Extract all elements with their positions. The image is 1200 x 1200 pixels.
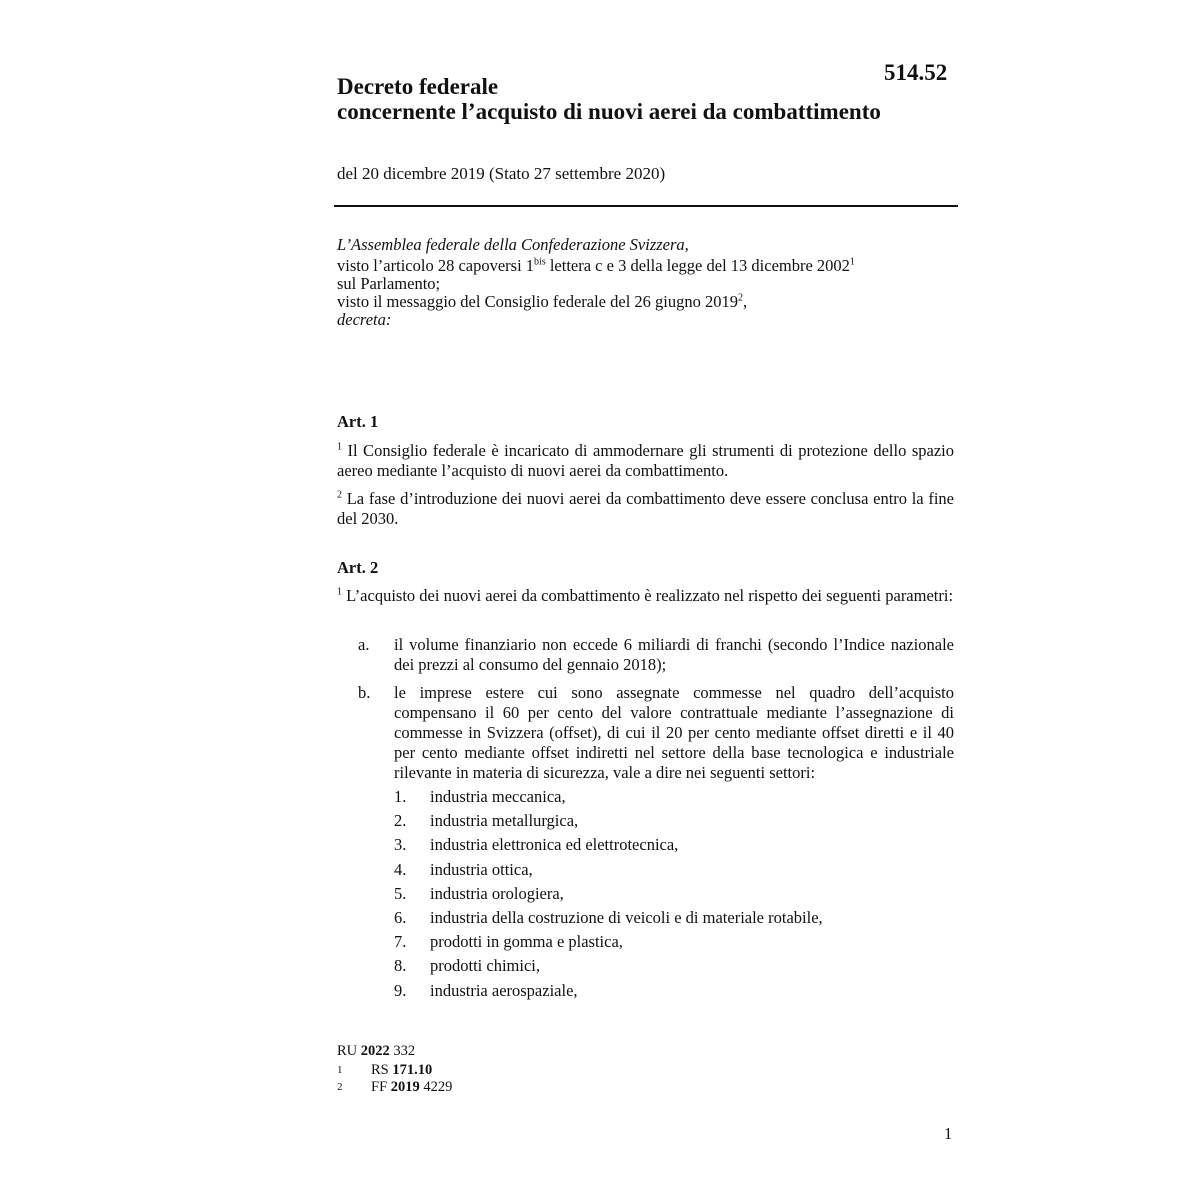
list-item-b: le imprese estere cui sono assegnate commesse nel quadro dell’acquisto compensano il 60 per cento del valore contrattuale mediante l’assegnazione di commesse in Svizzera (offset), di cui il 20 per cento mediante offset diretti e il 40 per cento mediante offset indiretti nel settore della base tecnologica e industriale rilevante in materia di sicurezza, vale a dire nei seguenti settori: — [394, 683, 954, 782]
paragraph-number: 1 — [337, 441, 342, 453]
art-2-title: Art. 2 — [337, 558, 379, 577]
sector-number: 9. — [394, 980, 407, 1000]
sector-text: industria ottica, — [430, 859, 533, 879]
title-line-2: concernente l’acquisto di nuovi aerei da combattimento — [337, 99, 881, 124]
footnote-1 — [337, 1062, 432, 1078]
sector-number: 3. — [394, 835, 407, 855]
sector-text: industria elettronica ed elettrotecnica, — [430, 835, 679, 855]
visto1-text-a: visto l’articolo 28 capoversi 1 — [337, 256, 535, 275]
visto-line-2 — [337, 293, 957, 311]
sr-number: 514.52 — [884, 60, 948, 85]
visto-line-1-cont: sul Parlamento; — [337, 274, 441, 293]
preamble — [337, 236, 957, 329]
visto-line-1 — [337, 257, 957, 275]
document-title — [337, 74, 881, 124]
sector-number: 7. — [394, 932, 407, 952]
sector-number: 2. — [394, 811, 407, 831]
art-1-paragraph-2 — [337, 489, 954, 529]
sector-text: prodotti chimici, — [430, 956, 540, 976]
bis-superscript: bis — [534, 256, 546, 268]
sector-text: prodotti in gomma e plastica, — [430, 932, 623, 952]
list-letter-a: a. — [358, 635, 370, 654]
footnote-number: 1 — [337, 1064, 343, 1076]
footnote-page: 4229 — [419, 1079, 453, 1095]
sector-text: industria orologiera, — [430, 883, 564, 903]
art-1-title: Art. 1 — [337, 412, 379, 431]
sector-number: 8. — [394, 956, 407, 976]
sector-text: industria metallurgica, — [430, 811, 579, 831]
ru-year: 2022 — [360, 1043, 390, 1059]
footnote-prefix: FF — [371, 1079, 391, 1095]
footnote-number: 2 — [337, 1081, 343, 1093]
footnote-ref: 171.10 — [392, 1062, 433, 1078]
decreta-line: decreta: — [337, 310, 392, 329]
paragraph-text: La fase d’introduzione dei nuovi aerei da combattimento deve essere conclusa entro la fine del 2030. — [337, 489, 954, 528]
art-1-paragraph-1 — [337, 441, 954, 481]
sector-text: industria aerospaziale, — [430, 980, 578, 1000]
sector-number: 6. — [394, 907, 407, 927]
ru-reference — [337, 1043, 415, 1059]
footnote-ref-1: 1 — [849, 256, 855, 268]
paragraph-text: Il Consiglio federale è incaricato di ammodernare gli strumenti di protezione dello spazio aereo mediante l’acquisto di nuovi aerei da combattimento. — [337, 441, 954, 480]
paragraph-text: L’acquisto dei nuovi aerei da combattimento è realizzato nel rispetto dei seguenti parametri: — [342, 586, 954, 605]
art-2-paragraph-1 — [337, 586, 954, 606]
visto2-text-b: , — [743, 292, 748, 311]
date-status-line: del 20 dicembre 2019 (Stato 27 settembre 2020) — [337, 164, 666, 183]
assembly-line: L’Assemblea federale della Confederazione Svizzera, — [337, 235, 689, 254]
sector-number: 5. — [394, 883, 407, 903]
paragraph-number: 2 — [337, 489, 342, 501]
footnote-2 — [337, 1079, 452, 1095]
paragraph-number: 1 — [337, 586, 342, 598]
title-line-1: Decreto federale — [337, 74, 499, 99]
ru-page: 332 — [389, 1043, 416, 1059]
page-number: 1 — [944, 1124, 953, 1143]
footnote-ref-2: 2 — [738, 292, 743, 304]
footnote-year: 2019 — [390, 1079, 420, 1095]
list-letter-b: b. — [358, 683, 371, 702]
visto1-text-b: lettera c e 3 della legge del 13 dicembre 2002 — [545, 256, 850, 275]
ru-prefix: RU — [337, 1043, 361, 1059]
sector-number: 1. — [394, 787, 407, 806]
sector-text: industria meccanica, — [430, 787, 566, 806]
sector-number: 4. — [394, 859, 407, 879]
sector-text: industria della costruzione di veicoli e di materiale rotabile, — [430, 907, 823, 927]
header-divider — [334, 205, 958, 207]
footnote-prefix: RS — [371, 1062, 393, 1078]
visto2-text-a: visto il messaggio del Consiglio federale del 26 giugno 2019 — [337, 292, 738, 311]
list-item-a: il volume finanziario non eccede 6 miliardi di franchi (secondo l’Indice nazionale dei prezzi al consumo del gennaio 2018); — [394, 635, 954, 674]
